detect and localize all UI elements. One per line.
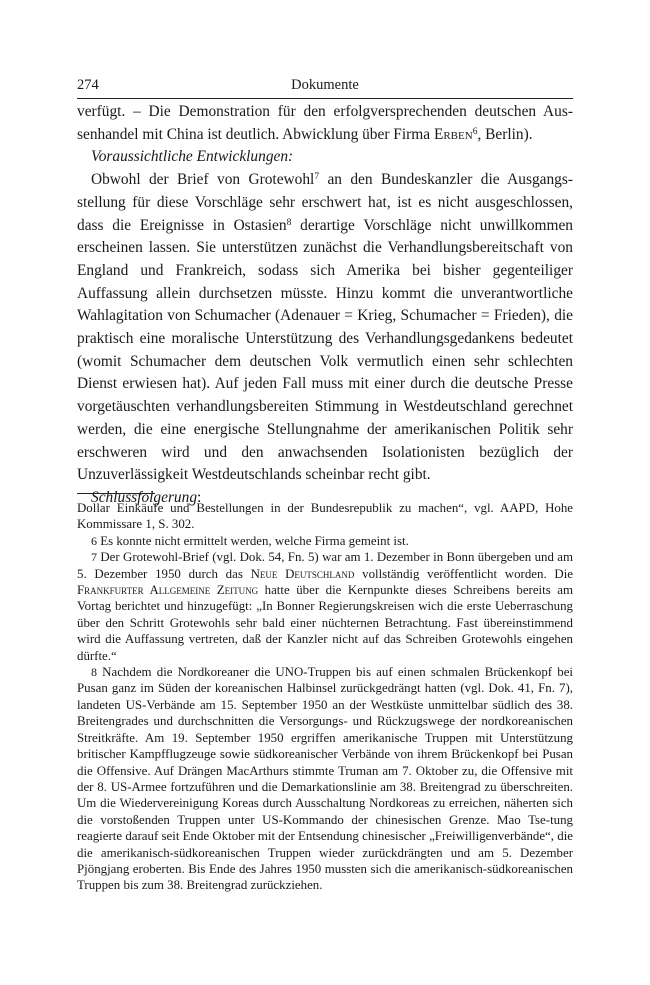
newspaper-name: Neue Deutschland [250,566,355,581]
footnote-8 [77,664,573,894]
footnote-ref-7: 7 [314,172,320,183]
paragraph-2-text-a: Obwohl der Brief von Grotewohl [91,171,315,189]
footnote-7 [77,549,573,664]
footnote-ref-8: 8 [286,217,292,228]
page-header [77,76,573,99]
section-heading-developments: Voraussichtliche Entwicklungen: [91,148,294,166]
footnotes [77,500,573,894]
footnote-ref-6: 6 [472,126,478,137]
footnote-6-text: Es konnte nicht ermittelt werden, welche Firma gemeint ist. [97,533,409,548]
footnote-7-text-a: Der Grotewohl-Brief (vgl. Dok. 54, Fn. 5) war am 1. Dezember in Bonn übergeben und am 5. Dezember 1950 durch das [77,550,573,581]
section-heading-conclusion-colon: : [197,488,202,506]
footnote-continuation: Dollar Einkäufe und Bestellungen in der Bundesrepublik zu machen“, vgl. AAPD, Hohe Kommissare 1, S. 302. [77,501,573,532]
paragraph-1-end: , Berlin). [477,125,533,143]
footnote-7-number: 7 [91,550,97,565]
page-number: 274 [77,77,99,93]
main-text [77,101,573,510]
paragraph-2 [77,169,573,487]
footnote-6 [77,533,573,549]
footnote-8-number: 8 [91,665,97,680]
footnote-7-text-c: hatte über die Kernpunkte dieses Schreibens bereits am Vortag berichtet und hinzugefügt: „In Bonner Regierungskreisen wich die erste Ueberraschung über den Schritt Grotewohls sehr bald einer nüchternen Betrachtung. Fast übereinstimmend wird die Auffassung vertreten, daß der Kanzler nicht auf das Schreiben Grotewohls eingehen dürfte.“ [77,583,573,663]
paragraph-2-text-c: derartige Vorschläge nicht unwillkommen erscheinen lassen. Sie unterstützen zunächst die Verhandlungsbereitschaft von England und Frankreich, sodass sich Amerika bei bisher gegenteiliger Auffassung allein durchsetzen müsste. Hinzu kommt die unverantwortliche Wahlagitation von Schumacher (Adenauer = Krieg, Schumacher = Frieden), die praktisch eine moralische Unterstützung des Verhandlungsgedankens bedeutet (womit Schumacher dem deutschen Volk vermutlich einen sehr schlechten Dienst erwiesen hat). Auf jeden Fall muss mit einer durch die deutsche Presse vorgetäuschten verhandlungsbereiten Stimmung in Westdeutschland gerechnet werden, die eine energische Stellungnahme der amerikanischen Politik sehr erschweren wird und den anwachsenden Isolationisten bezüglich der Unzuverlässigkeit Westdeutschlands scheinbar recht gibt. [77,216,573,484]
footnote-7-text-b: vollständig veröffentlicht worden. Die [354,566,573,581]
running-title: Dokumente [291,77,359,93]
firm-name: Erben [433,125,473,143]
section-heading-conclusion-text: Schlussfolgerung [91,488,198,506]
paragraph-1-text: verfügt. – Die Demonstration für den erfolgversprechenden deutschen Aussenhandel mit China ist deutlich. Abwicklung über Firma [77,103,573,143]
newspaper-name: Frankfurter Allgemeine Zeitung [77,583,259,598]
paragraph-2-text-b: an den Bundeskanzler die Ausgangsstellung für diese Vorschläge sehr erschwert hat, ist es nicht ausgeschlossen, dass die Ereignisse in Ostasien [77,171,573,234]
footnote-divider [77,493,155,494]
paragraph-1 [77,101,573,146]
footnote-8-text: Nachdem die Nordkoreaner die UNO-Truppen bis auf einen schmalen Brückenkopf bei Pusan ganz im Süden der koreanischen Halbinsel zurückgedrängt hatten (vgl. Dok. 41, Fn. 7), landeten US-Verbände am 15. September 1950 an der Westküste unmittelbar südlich des 38. Breitengrades und durchschnitten die Versorgungs- und Rückzugswege der nordkoreanischen Streitkräfte. Am 19. September 1950 ergriffen amerikanische Truppen mit Unterstützung britischer Kampfflugzeuge sowie südkoreanischer Verbände von ihrem Brückenkopf bei Pusan die Offensive. Auf Drängen MacArthurs stimmte Truman am 7. Oktober zu, die Offensive mit der 8. US-Armee fortzuführen und die Demarkationslinie am 38. Breitengrad zu überschreiten. Um die Wiedervereinigung Koreas durch Ausschaltung Nordkoreas zu erreichen, näherten sich die vorstoßenden Truppen unter US-Kommando der chinesischen Grenze. Mao Tse-tung reagierte darauf seit Ende Oktober mit der Entsendung chinesischer „Freiwilligenverbände“, die die amerikanisch-südkoreanischen Truppen wieder zurückdrängten und am 5. Dezember Pjöngjang eroberten. Bis Ende des Jahres 1950 mussten sich die amerikanisch-südkoreanischen Truppen bis zum 38. Breitengrad zurückziehen. [77,665,573,893]
footnote-6-number: 6 [91,533,97,548]
